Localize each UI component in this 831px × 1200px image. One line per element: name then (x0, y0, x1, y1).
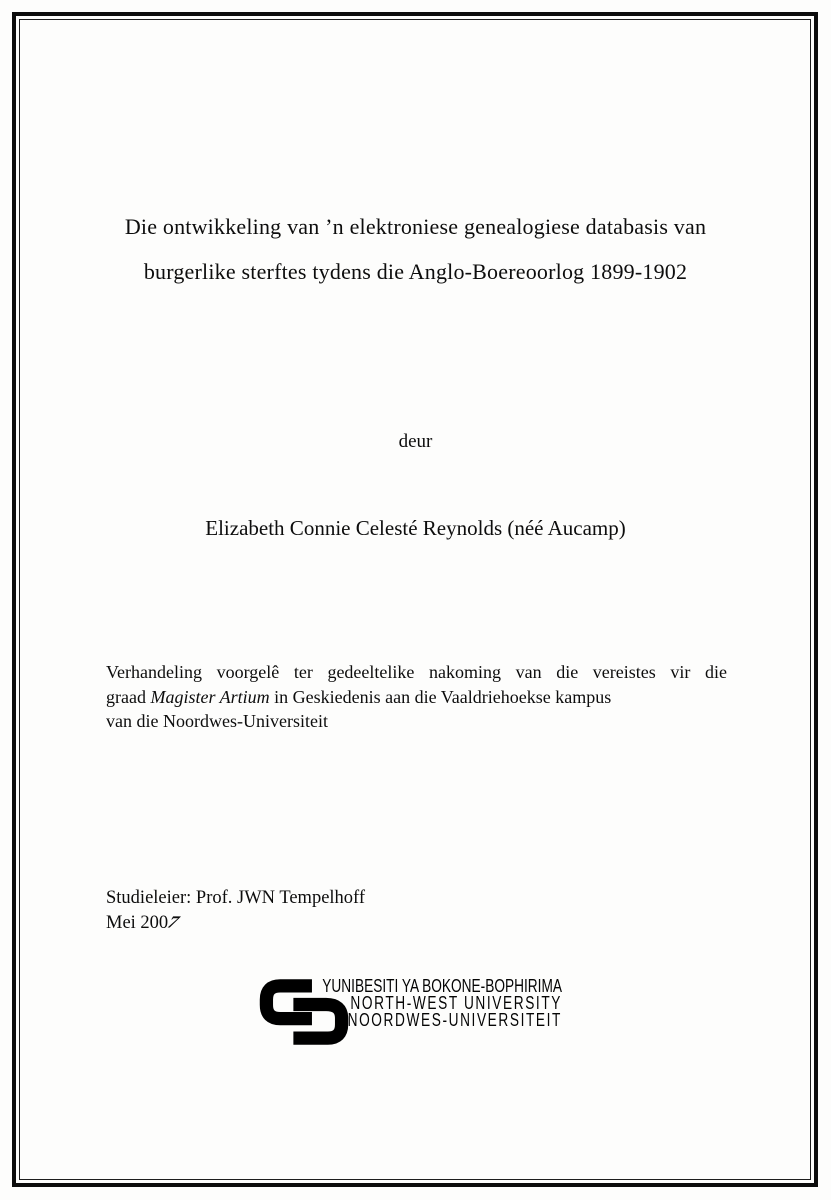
date-prefix: Mei 200 (106, 913, 169, 933)
statement-line-3: van die Noordwes-Universiteit (106, 711, 328, 731)
date-line (106, 911, 365, 936)
nwu-logo (258, 975, 578, 1055)
statement-line2-pre: graad (106, 686, 151, 707)
statement-line2-post: in Geskiedenis aan die Vaaldriehoekse kampus (269, 686, 612, 707)
logo-line-english: NORTH-WEST UNIVERSITY (350, 992, 562, 1013)
logo-line-afrikaans: NOORDWES-UNIVERSITEIT (347, 1009, 562, 1030)
imprint-block (106, 886, 365, 936)
thesis-title (55, 204, 776, 294)
byline-deur: deur (398, 431, 433, 452)
date-last-digit: 7 (163, 913, 184, 933)
title-line-1: Die ontwikkeling van ’n elektroniese genealogiese databasis van (124, 214, 707, 239)
submission-statement (106, 660, 727, 734)
logo-wordmark (315, 978, 562, 1028)
author-name: Elizabeth Connie Celesté Reynolds (néé Aucamp) (205, 516, 626, 540)
degree-name: Magister Artium (150, 686, 270, 707)
advisor-line: Studieleier: Prof. JWN Tempelhoff (106, 888, 366, 908)
statement-line-2 (106, 685, 727, 710)
logo-line-setswana: YUNIBESITI YA BOKONE-BOPHIRIMA (322, 976, 562, 996)
title-line-2: burgerlike sterftes tydens die Anglo-Boereoorlog 1899-1902 (143, 259, 688, 284)
statement-line-1: Verhandeling voorgelê ter gedeeltelike nakoming van die vereistes vir die (106, 662, 727, 682)
